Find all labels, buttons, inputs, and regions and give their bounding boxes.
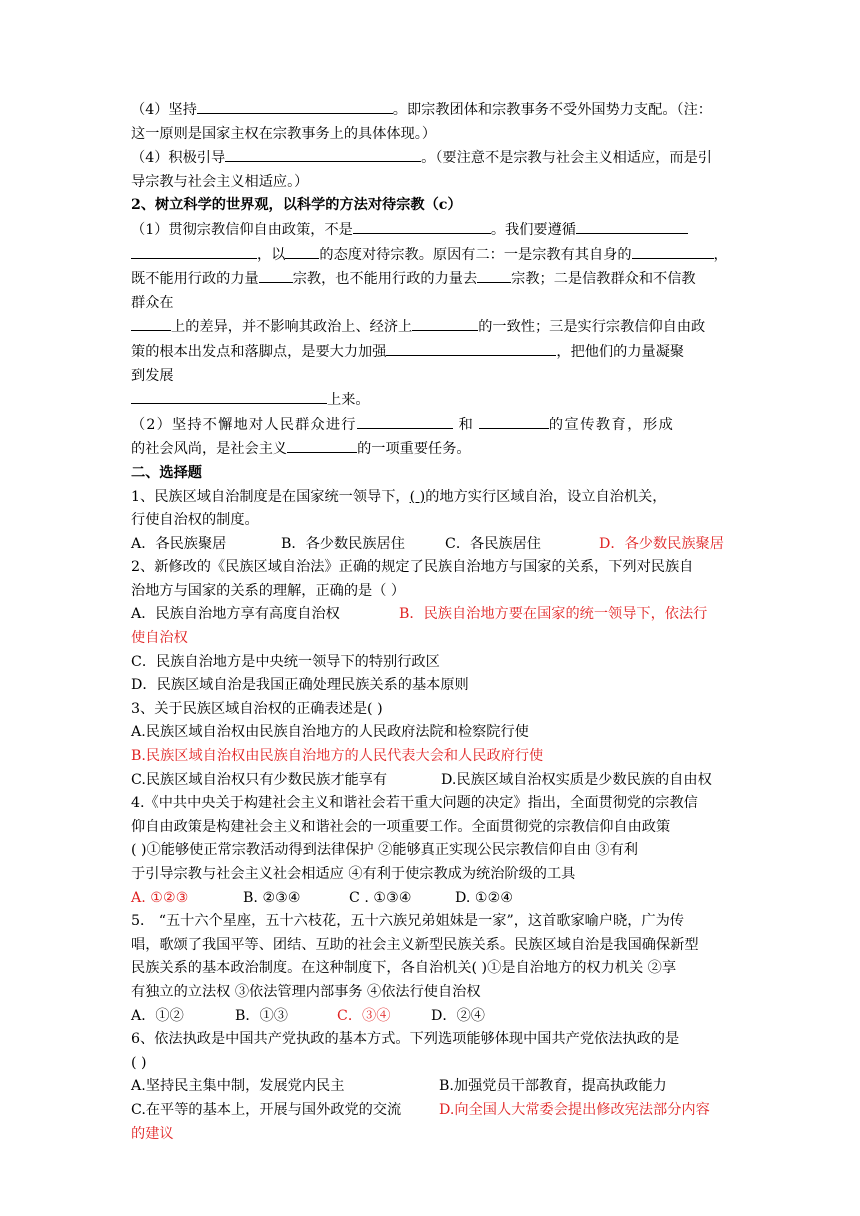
option-d: D．民族区域自治是我国正确处理民族关系的基本原则 — [131, 677, 469, 694]
option-b: B．①③ — [235, 1007, 288, 1024]
fill-blank — [259, 267, 293, 283]
question-6: 6、依法执政是中国共产党执政的基本方式。下列选项能够体现中国共产党依法执政的是 — [131, 1031, 680, 1048]
option-d-answer-cont: 的建议 — [131, 1125, 174, 1142]
fill-blank — [479, 413, 549, 429]
text: 的宣传教育，形成 — [548, 416, 675, 433]
option-d: D. ①②④ — [455, 889, 514, 906]
text-line: ( ) — [131, 1054, 147, 1071]
option-a: A．①② — [131, 1007, 184, 1024]
fill-blank — [225, 146, 421, 162]
question-1 — [131, 486, 731, 510]
document-page — [131, 98, 731, 1146]
text: 宗教；二是信教群众和不信教 — [511, 271, 696, 288]
text: 。（要注意不是宗教与社会主义相适应，而是引 — [421, 150, 712, 167]
text-line — [131, 267, 731, 292]
text-line: 有独立的立法权 ③依法管理内部事务 ④依法行使自治权 — [131, 983, 481, 1000]
option-a: A.坚持民主集中制，发展党内民主 — [131, 1078, 345, 1095]
question-5: 5． “五十六个星座，五十六枝花，五十六族兄弟姐妹是一家”，这首歌家喻户晓，广为传 — [131, 913, 684, 930]
option-b: B.加强党员干部教育，提高执政能力 — [439, 1078, 667, 1095]
option-a: A．各民族聚居 — [131, 535, 227, 552]
text: 的一致性；三是实行宗教信仰自由政 — [478, 319, 706, 336]
option-b-answer: B.民族区域自治权由民族自治地方的人民代表大会和人民政府行使 — [131, 748, 544, 765]
section-heading: 2、树立科学的世界观，以科学的方法对待宗教（c） — [131, 197, 462, 214]
option-b: B．各少数民族居住 — [281, 535, 405, 552]
option-c: C.民族区域自治权只有少数民族才能享有 — [131, 771, 388, 788]
text: 1、民族区域自治制度是在国家统一领导下， — [131, 488, 410, 505]
fill-blank — [197, 98, 393, 114]
fill-blank — [576, 218, 688, 234]
text: 。我们要遵循 — [490, 221, 576, 238]
text: 和 — [458, 416, 473, 433]
question-1-options — [131, 533, 731, 557]
question-4: 4.《中共中央关于构建社会主义和谐社会若干重大问题的决定》指出，全面贯彻党的宗教信 — [131, 795, 698, 812]
text: 既不能用行政的力量 — [131, 271, 259, 288]
option-c: C.在平等的基本上，开展与国外政党的交流 — [131, 1101, 402, 1118]
text: （4）坚持 — [131, 102, 197, 118]
option-b: B. ②③④ — [243, 889, 301, 906]
fill-blank — [131, 388, 327, 404]
text-line — [131, 1099, 731, 1123]
fill-blank — [353, 218, 491, 234]
text-line — [131, 769, 731, 793]
fill-blank — [632, 243, 714, 259]
text-line — [131, 218, 731, 243]
text-line: 导宗教与社会主义相适应。） — [131, 173, 309, 190]
text: （2）坚持不懈地对人民群众进行 — [131, 416, 357, 433]
text: 策的根本出发点和落脚点，是要大力加强 — [131, 343, 387, 360]
question-4-options — [131, 887, 731, 911]
option-a-answer: A. ①②③ — [131, 889, 189, 906]
text-line — [131, 315, 731, 340]
option-b-answer: B．民族自治地方要在国家的统一领导下，依法行 — [399, 606, 708, 623]
text-line — [131, 243, 731, 268]
text-line: 群众在 — [131, 294, 174, 311]
text-line: 行使自治权的制度。 — [131, 512, 259, 529]
text: 的地方实行区域自治，设立自治机关， — [425, 488, 667, 505]
text-line — [131, 146, 731, 171]
fill-blank — [285, 243, 319, 259]
text-line: 治地方与国家的关系的理解，正确的是（ ） — [131, 582, 406, 599]
text: ，以 — [257, 246, 286, 263]
text: （1）贯彻宗教信仰自由政策，不是 — [131, 221, 353, 238]
text: 上来。 — [327, 392, 370, 409]
text-line: 于引导宗教与社会主义社会相适应 ④有利于使宗教成为统治阶级的工具 — [131, 866, 576, 882]
option-c: C．各民族居住 — [445, 535, 541, 552]
answer-blank: ( ) — [409, 488, 426, 505]
option-d-answer: D.向全国人大常委会提出修改宪法部分内容 — [439, 1101, 710, 1118]
text: 的态度对待宗教。原因有二：一是宗教有其自身的 — [319, 246, 632, 263]
option-d-answer: D．各少数民族聚居 — [599, 535, 724, 552]
text-line — [131, 437, 731, 462]
fill-blank — [386, 340, 556, 356]
text: 宗教，也不能用行政的力量去 — [292, 271, 478, 288]
text-line: 这一原则是国家主权在宗教事务上的具体体现。） — [131, 125, 437, 142]
option-d: D.民族区域自治权实质是少数民族的自由权 — [441, 771, 712, 788]
fill-blank — [287, 437, 357, 453]
option-d: D．②④ — [431, 1007, 485, 1024]
text: ， — [713, 246, 728, 263]
option-a: A.民族区域自治权由民族自治地方的人民政府法院和检察院行使 — [131, 724, 529, 741]
text-line: 民族关系的基本政治制度。在这种制度下，各自治机关( )①是自治地方的权力机关 ②享 — [131, 960, 677, 977]
section-heading: 二、选择题 — [131, 464, 202, 481]
text: ，把他们的力量凝聚 — [556, 343, 685, 360]
text: 的社会风尚，是社会主义 — [131, 441, 288, 458]
text: 的一项重要任务。 — [357, 441, 471, 458]
text: 上的差异，并不影响其政治上、经济上 — [171, 319, 413, 336]
fill-blank — [412, 315, 478, 331]
fill-blank — [477, 267, 511, 283]
fill-blank — [131, 243, 257, 259]
option-c-answer: C．③④ — [337, 1007, 391, 1024]
option-b-answer-cont: 使自治权 — [131, 630, 188, 647]
text-line: 仰自由政策是构建社会主义和谐社会的一项重要工作。全面贯彻党的宗教信仰自由政策 — [131, 818, 671, 835]
option-c: C . ①③④ — [349, 889, 412, 906]
question-5-options — [131, 1005, 731, 1029]
text-line — [131, 413, 731, 438]
text-line — [131, 98, 731, 123]
text-line — [131, 340, 731, 365]
question-2: 2、新修改的《民族区域自治法》正确的规定了民族自治地方与国家的关系，下列对民族自 — [131, 559, 694, 576]
text-line — [131, 603, 731, 627]
text: （4）积极引导 — [131, 150, 226, 167]
text-line: 唱，歌颂了我国平等、团结、互助的社会主义新型民族关系。民族区域自治是我国确保新型 — [131, 936, 699, 953]
fill-blank — [131, 315, 171, 331]
text-line — [131, 1075, 731, 1099]
text-line: 到发展 — [131, 367, 174, 384]
text-line — [131, 388, 731, 413]
fill-blank — [357, 413, 453, 429]
question-3: 3、关于民族区域自治权的正确表述是( ) — [131, 700, 383, 717]
text: 。即宗教团体和宗教事务不受外国势力支配。（注： — [392, 102, 712, 118]
option-c: C．民族自治地方是中央统一领导下的特别行政区 — [131, 653, 440, 670]
text-line: ( )①能够使正常宗教活动得到法律保护 ②能够真正实现公民宗教信仰自由 ③有利 — [131, 842, 638, 859]
option-a: A．民族自治地方享有高度自治权 — [131, 606, 340, 623]
